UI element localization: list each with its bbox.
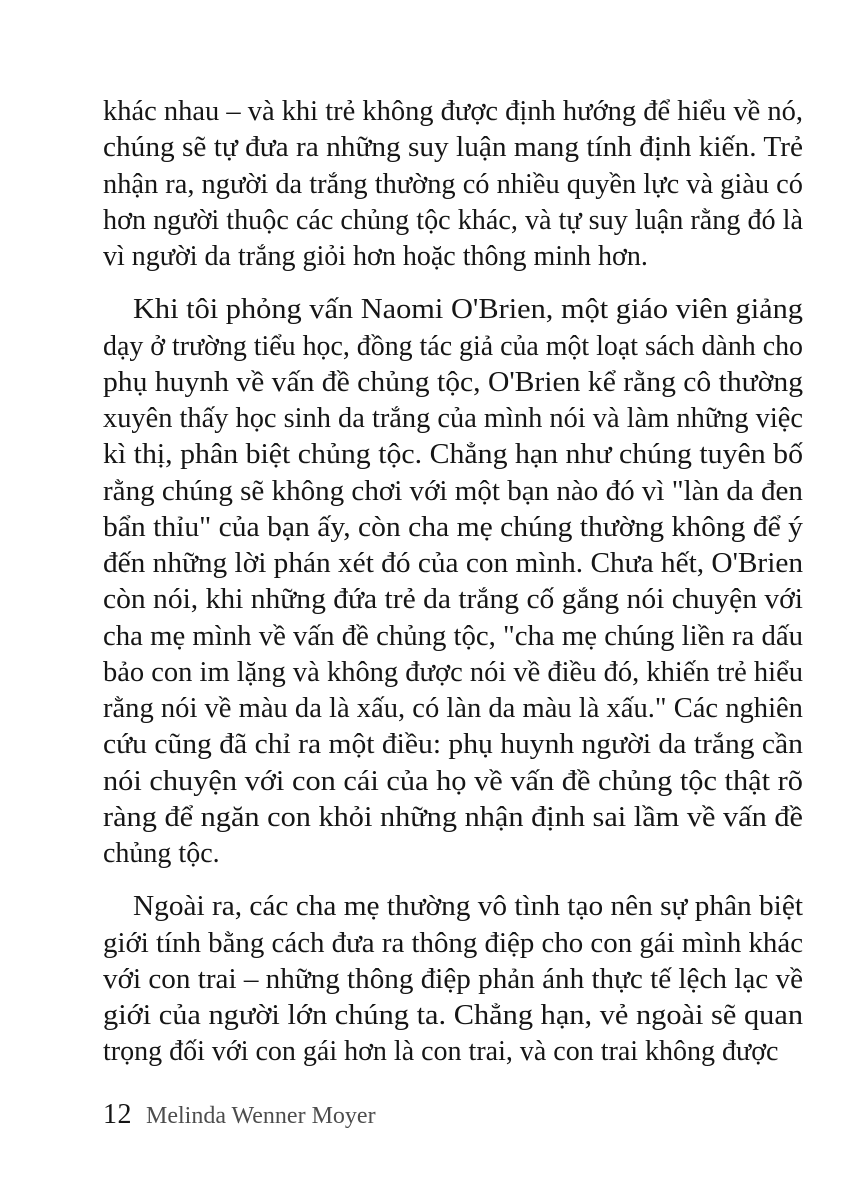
text-line <box>103 437 803 473</box>
text-line-content: rằng nói về màu da là xấu, có làn da màu là xấu." Các nghiên <box>103 693 803 724</box>
text-line <box>103 962 803 998</box>
text-line-content: nói chuyện với con cái của họ về vấn đề chủng tộc thật rõ <box>103 765 803 797</box>
text-line <box>103 998 803 1034</box>
text-line <box>103 619 803 655</box>
text-line <box>103 546 803 582</box>
text-line <box>103 655 803 691</box>
text-line <box>103 764 803 800</box>
text-line <box>103 167 803 203</box>
text-line-content: cứu cũng đã chỉ ra một điều: phụ huynh người da trắng cần <box>103 729 803 761</box>
text-line-content: trọng đối với con gái hơn là con trai, và con trai không được <box>103 1036 779 1068</box>
text-line-content: bảo con im lặng và không được nói về điều đó, khiến trẻ hiểu <box>103 656 804 688</box>
text-line-content: hơn người thuộc các chủng tộc khác, và tự suy luận rằng đó là <box>103 204 803 236</box>
text-line-content: bẩn thỉu" của bạn ấy, còn cha mẹ chúng thường không để ý <box>103 511 803 543</box>
text-line-content: nhận ra, người da trắng thường có nhiều quyền lực và giàu có <box>103 168 803 200</box>
text-line-content: rằng chúng sẽ không chơi với một bạn nào đó vì "làn da đen <box>103 475 803 507</box>
page-text <box>103 94 803 1071</box>
paragraph <box>103 292 803 872</box>
text-line <box>103 691 803 727</box>
text-line-content: chúng sẽ tự đưa ra những suy luận mang tính định kiến. Trẻ <box>103 132 804 164</box>
running-footer-author: Melinda Wenner Moyer <box>146 1103 376 1129</box>
text-line <box>103 800 803 836</box>
text-line-content: đến những lời phán xét đó của con mình. Chưa hết, O'Brien <box>103 548 804 579</box>
text-line-content: xuyên thấy học sinh da trắng của mình nói và làm những việc <box>103 403 803 434</box>
text-line-content: giới của người lớn chúng ta. Chẳng hạn, vẻ ngoài sẽ quan <box>103 1000 804 1031</box>
text-line-content: giới tính bằng cách đưa ra thông điệp cho con gái mình khác <box>103 927 804 959</box>
text-line-content: Khi tôi phỏng vấn Naomi O'Brien, một giáo viên giảng <box>133 294 804 326</box>
text-line <box>103 329 803 365</box>
text-line <box>103 836 803 872</box>
text-line <box>103 474 803 510</box>
text-line <box>103 727 803 763</box>
text-line-content: Ngoài ra, các cha mẹ thường vô tình tạo nên sự phân biệt <box>133 891 803 923</box>
text-line <box>103 889 803 925</box>
text-line-content: kì thị, phân biệt chủng tộc. Chẳng hạn như chúng tuyên bố <box>103 439 804 471</box>
text-line-content: còn nói, khi những đứa trẻ da trắng cố gắng nói chuyện với <box>103 584 804 616</box>
text-line-content: với con trai – những thông điệp phản ánh thực tế lệch lạc về <box>103 963 804 995</box>
text-line-content: phụ huynh về vấn đề chủng tộc, O'Brien kể rằng cô thường <box>103 366 804 398</box>
text-line <box>103 1034 803 1070</box>
text-line <box>103 94 803 130</box>
text-line <box>103 401 803 437</box>
text-line <box>103 582 803 618</box>
paragraph <box>103 889 803 1070</box>
text-line-content: dạy ở trường tiểu học, đồng tác giả của một loạt sách dành cho <box>103 330 803 362</box>
paragraph <box>103 94 803 275</box>
text-line-content: vì người da trắng giỏi hơn hoặc thông minh hơn. <box>103 241 648 272</box>
text-line-content: chủng tộc. <box>103 838 220 869</box>
text-line-content: cha mẹ mình về vấn đề chủng tộc, "cha mẹ chúng liền ra dấu <box>103 620 804 652</box>
text-line <box>103 130 803 166</box>
text-line <box>103 365 803 401</box>
text-line-content: ràng để ngăn con khỏi những nhận định sai lầm về vấn đề <box>103 801 803 833</box>
page-number: 12 <box>103 1099 132 1130</box>
text-line <box>103 203 803 239</box>
text-line <box>103 239 803 275</box>
page-footer <box>103 1099 376 1131</box>
text-line <box>103 292 803 328</box>
text-line <box>103 926 803 962</box>
text-line <box>103 510 803 546</box>
text-line-content: khác nhau – và khi trẻ không được định hướng để hiểu về nó, <box>103 96 803 127</box>
